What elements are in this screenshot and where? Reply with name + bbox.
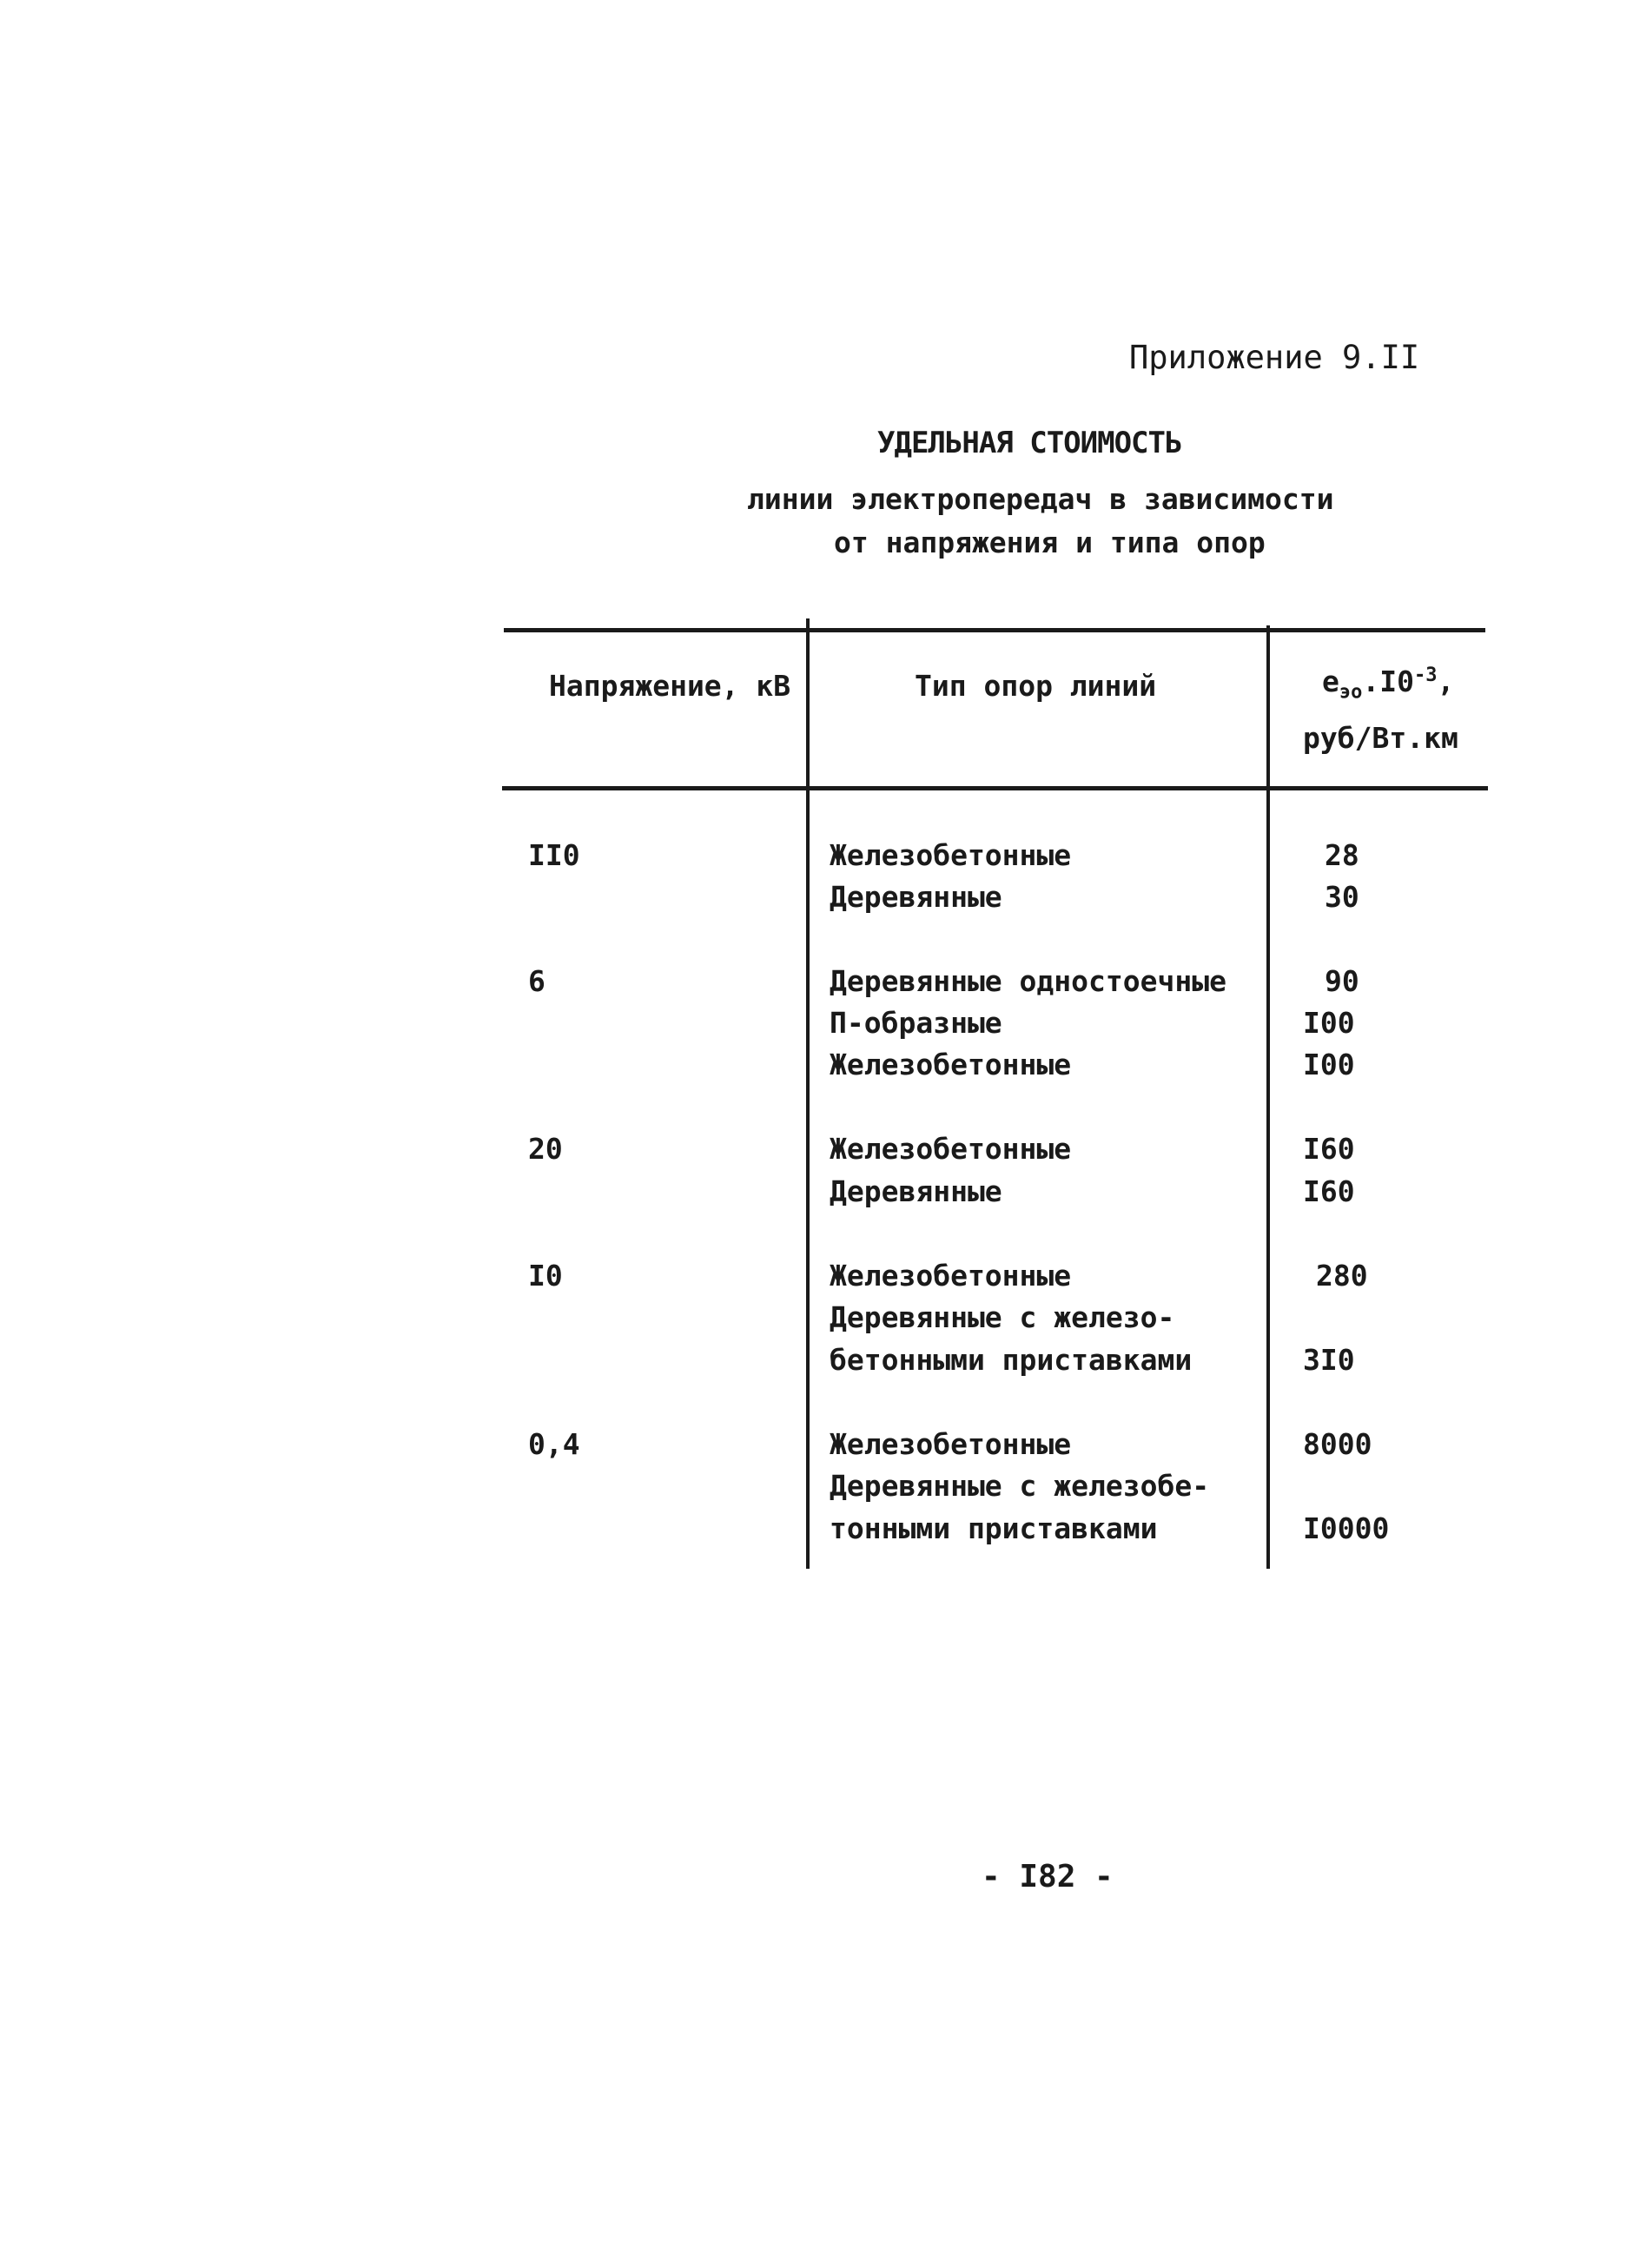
table-column-divider-2	[1266, 625, 1270, 1569]
appendix-label: Приложение 9.II	[1129, 339, 1420, 376]
row-support-type: Железобетонные	[830, 1259, 1072, 1293]
row-cost: 90	[1325, 964, 1359, 998]
row-support-type: Деревянные	[830, 1174, 1002, 1208]
row-cost: 280	[1316, 1259, 1368, 1293]
row-cost: I00	[1303, 1048, 1355, 1081]
row-cost: 3I0	[1303, 1343, 1355, 1377]
row-cost: 30	[1325, 880, 1359, 914]
table-header-rule	[502, 786, 1488, 790]
row-support-type: тонными приставками	[830, 1511, 1158, 1545]
row-support-type: Железобетонные	[830, 1048, 1072, 1081]
table-subtitle-line-2: от напряжения и типа опор	[834, 526, 1266, 559]
header-cost-exponent: -3	[1413, 665, 1438, 686]
row-cost: 8000	[1303, 1427, 1372, 1461]
header-support-type: Тип опор линий	[915, 669, 1157, 703]
header-cost-subscript: эо	[1339, 681, 1363, 704]
row-cost: I0000	[1303, 1511, 1390, 1545]
row-support-type: Деревянные одностоечные	[830, 964, 1226, 998]
table-subtitle-line-1: линии электропередач в зависимости	[747, 482, 1334, 516]
row-support-type: Деревянные с железо-	[830, 1300, 1175, 1334]
row-support-type: бетонными приставками	[830, 1343, 1193, 1377]
table-top-rule	[504, 628, 1485, 632]
row-support-type: Железобетонные	[830, 1132, 1072, 1166]
header-cost-unit: руб/Вт.км	[1303, 721, 1458, 755]
row-cost: I00	[1303, 1006, 1355, 1040]
header-cost-symbol: e	[1322, 665, 1339, 698]
header-cost-suffix: ,	[1437, 665, 1455, 698]
row-support-type: Железобетонные	[830, 838, 1072, 872]
page-number: - I82 -	[982, 1859, 1114, 1894]
header-cost-factor: .I0	[1362, 665, 1414, 698]
row-cost: I60	[1303, 1174, 1355, 1208]
header-cost	[1322, 665, 1454, 704]
row-support-type: Деревянные	[830, 880, 1002, 914]
row-cost: 28	[1325, 838, 1359, 872]
row-voltage: 20	[528, 1132, 563, 1166]
row-support-type: П-образные	[830, 1006, 1002, 1040]
row-support-type: Железобетонные	[830, 1427, 1072, 1461]
table-column-divider-1	[806, 618, 810, 1569]
header-voltage: Напряжение, кВ	[549, 669, 791, 703]
table-title: УДЕЛЬНАЯ СТОИМОСТЬ	[877, 426, 1182, 460]
row-support-type: Деревянные с железобе-	[830, 1469, 1210, 1503]
row-cost: I60	[1303, 1132, 1355, 1166]
row-voltage: II0	[528, 838, 580, 872]
row-voltage: I0	[528, 1259, 563, 1293]
row-voltage: 6	[528, 964, 545, 998]
row-voltage: 0,4	[528, 1427, 580, 1461]
